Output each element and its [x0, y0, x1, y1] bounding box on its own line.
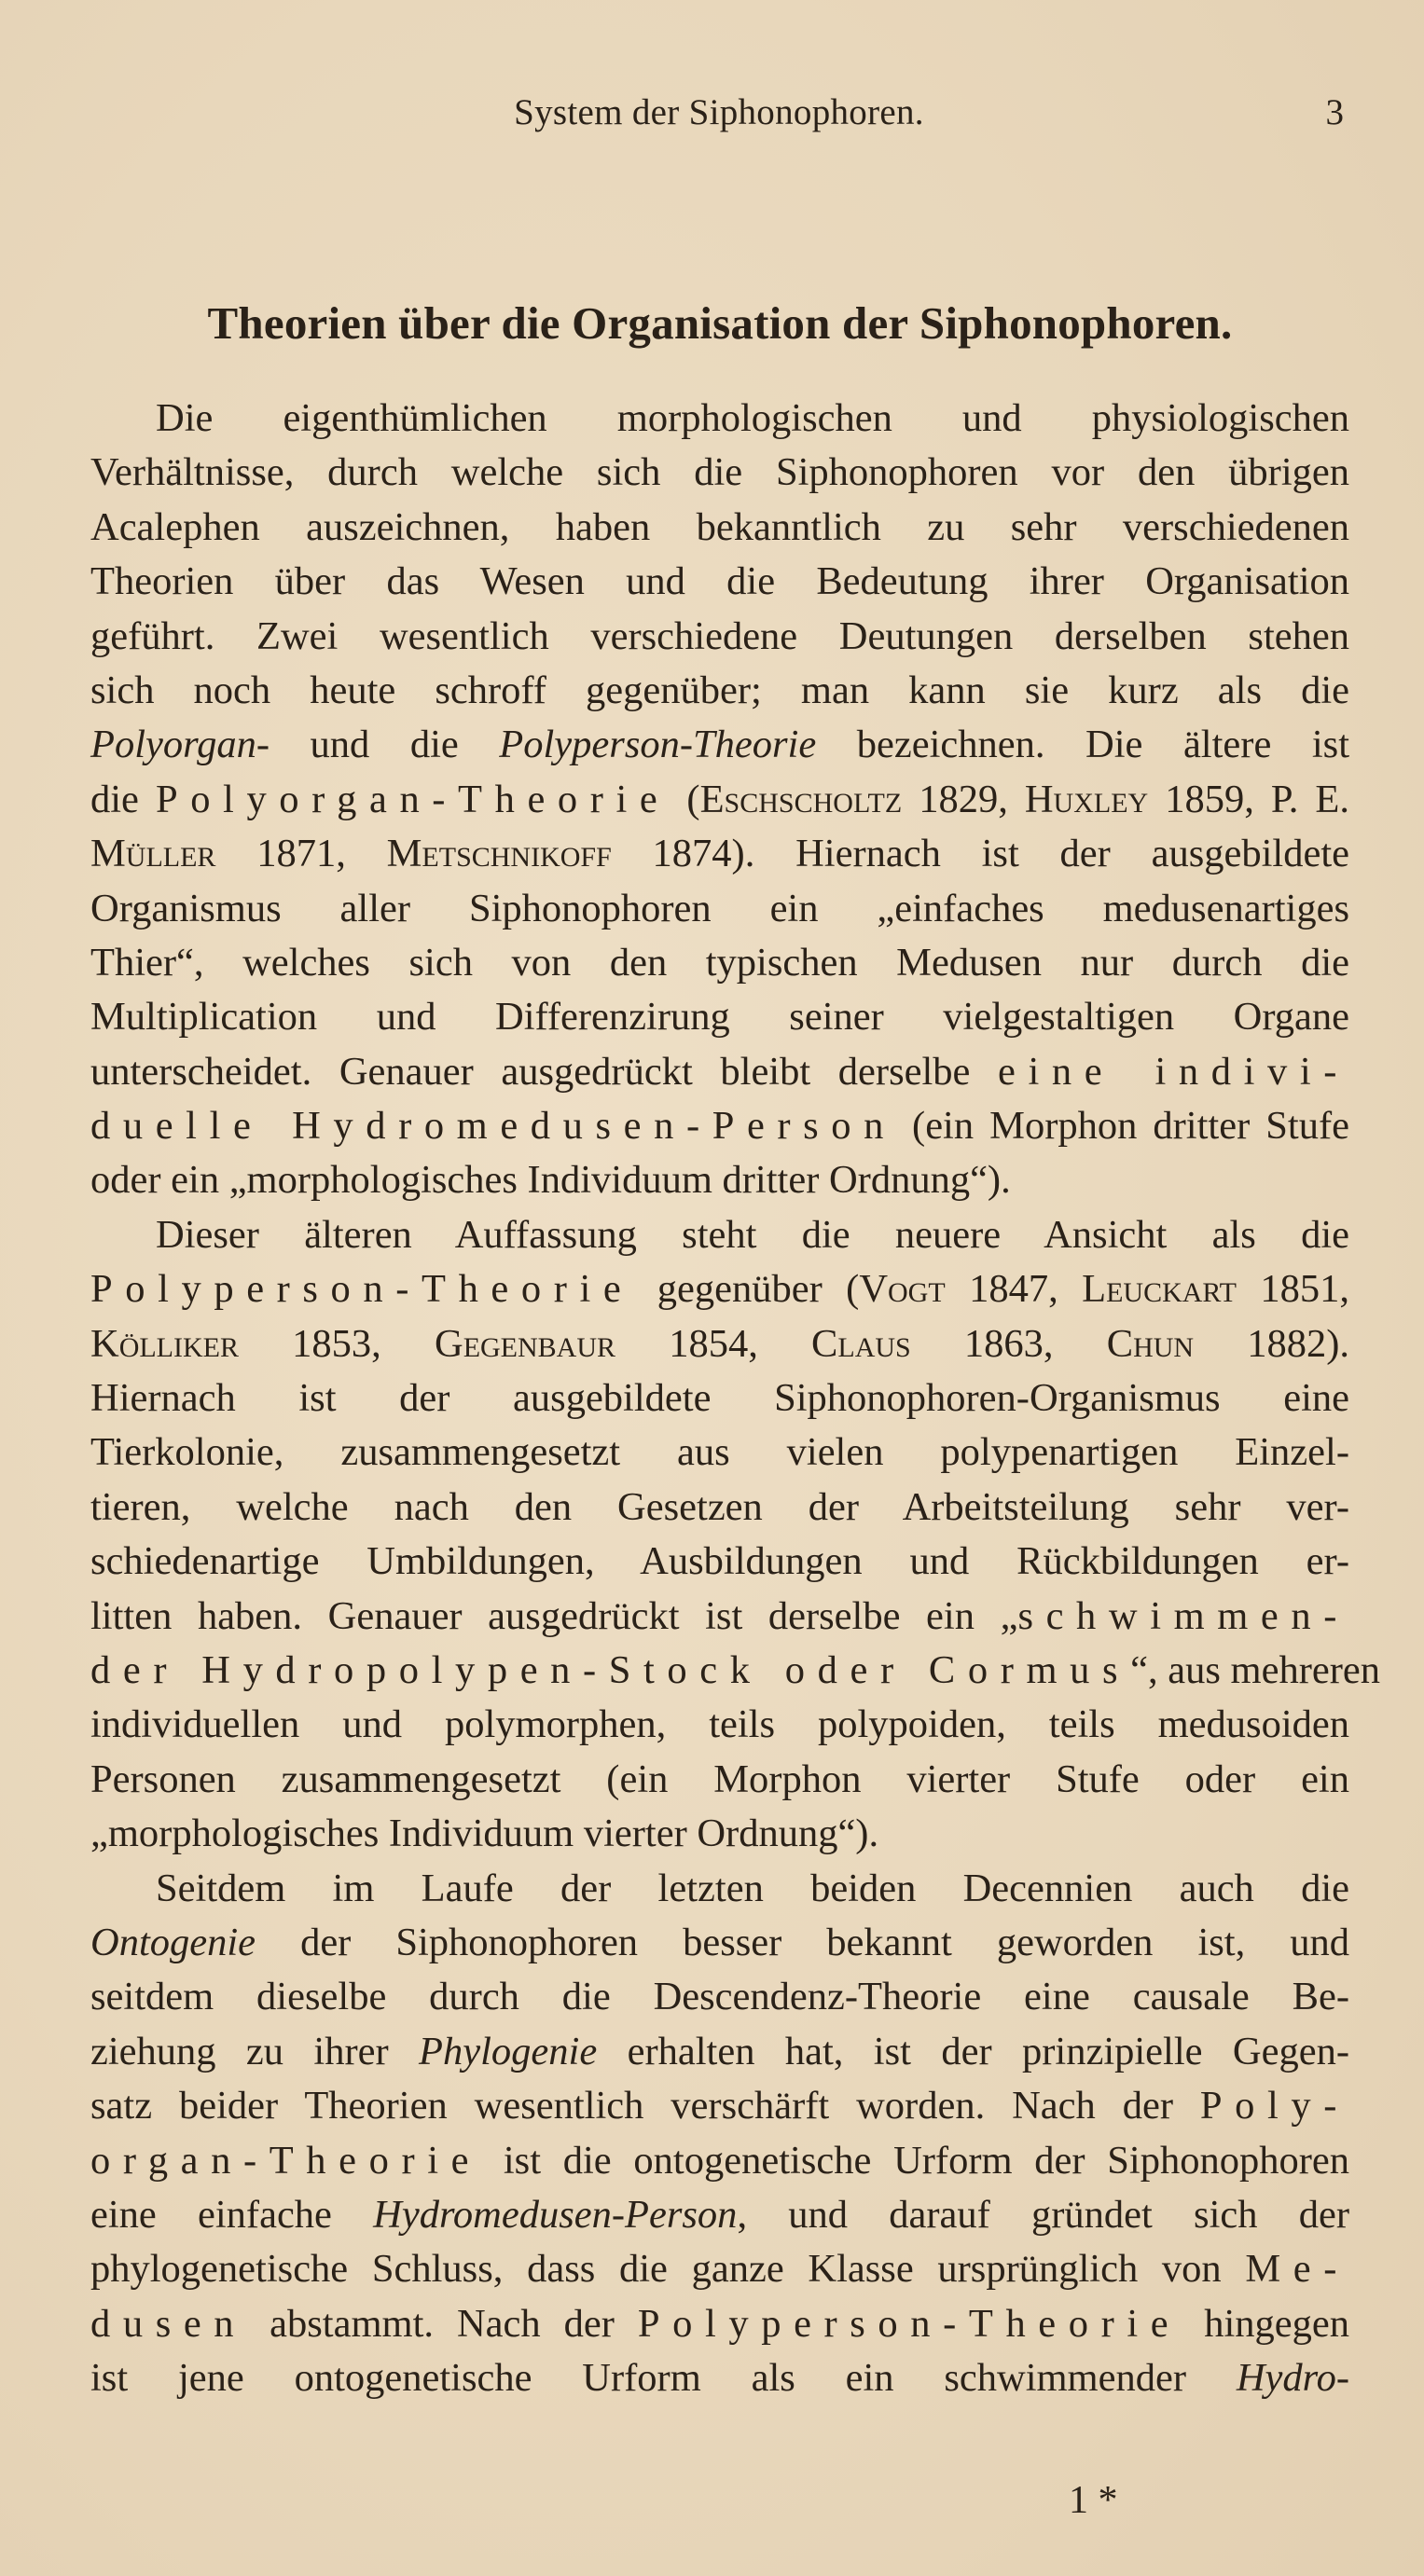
text-run: individuellen und polymorphen, teils polypoiden, teils medusoiden: [90, 1702, 1349, 1747]
text-run: (: [670, 777, 700, 821]
text-run: (ein Morphon dritter Stufe: [896, 1104, 1349, 1149]
text-run: , und darauf gründet sich der: [737, 2192, 1349, 2237]
text-line: [90, 1153, 1349, 1207]
text-run: erhalten hat, ist der prinzipielle Gegen-: [597, 2029, 1349, 2073]
text-line: [90, 1916, 1349, 1970]
italic-term: Polyperson-Theorie: [499, 723, 817, 767]
spaced-term: dusen: [90, 2301, 247, 2346]
spaced-term: duelle Hydromedusen-Person: [90, 1104, 896, 1149]
text-run: Verhältnisse, durch welche sich die Siphonophoren vor den übrigen: [90, 450, 1349, 495]
italic-term: Ontogenie: [90, 1920, 256, 1964]
author-name: Leuckart: [1082, 1267, 1237, 1312]
author-name: Müller: [90, 832, 216, 876]
text-run: hingegen: [1181, 2301, 1349, 2346]
text-run: Hiernach ist der ausgebildete Siphonophoren-Organismus eine: [90, 1376, 1349, 1421]
text-run: 1863,: [910, 1321, 1107, 1366]
text-run: eine einfache: [90, 2192, 374, 2237]
author-name: Chun: [1106, 1321, 1195, 1366]
author-name: Claus: [811, 1321, 911, 1366]
text-line: [90, 990, 1349, 1044]
text-run: oder ein „morphologisches Individuum dritter Ordnung“).: [90, 1158, 1011, 1203]
italic-term: Polyorgan-: [90, 723, 270, 767]
text-run: schiedenartige Umbildungen, Ausbildungen und Rückbildungen er-: [90, 1539, 1349, 1584]
spaced-term: Polyperson-Theorie: [90, 1267, 634, 1312]
text-run: bezeichnen. Die ältere ist: [816, 723, 1349, 767]
spaced-term: eine indivi-: [998, 1049, 1349, 1094]
text-run: phylogenetische Schluss, dass die ganze Klasse ursprünglich von: [90, 2247, 1246, 2292]
text-run: ist jene ontogenetische Urform als ein schwimmender: [90, 2356, 1237, 2401]
text-line: [90, 1208, 1349, 1262]
text-run: Organismus aller Siphonophoren ein „einfaches medusenartiges: [90, 886, 1349, 930]
text-run: Die eigenthümlichen morphologischen und physiologischen: [156, 396, 1349, 440]
body-text: [90, 392, 1380, 2405]
spaced-term: Poly-: [1199, 2084, 1349, 2128]
text-line: [90, 1535, 1349, 1589]
text-line: [90, 1862, 1349, 1916]
text-line: [90, 1807, 1349, 1861]
text-line: [90, 555, 1349, 609]
text-line: [90, 1753, 1349, 1807]
text-run: sich noch heute schroff gegenüber; man kann sie kurz als die: [90, 668, 1349, 712]
text-run: 1847,: [945, 1267, 1083, 1312]
text-run: abstammt. Nach der: [246, 2301, 638, 2346]
text-line: [90, 2351, 1349, 2405]
text-run: tieren, welche nach den Gesetzen der Arbeitsteilung sehr ver-: [90, 1484, 1349, 1529]
text-run: ist die ontogenetische Urform der Siphonophoren: [481, 2138, 1349, 2183]
text-line: [90, 446, 1349, 500]
text-line: [90, 664, 1349, 718]
author-name: Metschnikoff: [386, 832, 612, 876]
text-run: 1871,: [215, 832, 387, 876]
author-name: Eschscholtz: [699, 777, 903, 821]
text-line: [90, 2079, 1349, 2133]
text-line: [90, 1970, 1349, 2024]
page-number: 3: [1325, 92, 1344, 132]
italic-term: Phylogenie: [419, 2029, 598, 2073]
text-line: [90, 2297, 1349, 2351]
text-line: [90, 1426, 1349, 1480]
text-run: Thier“, welches sich von den typischen Medusen nur durch die: [90, 940, 1349, 985]
author-name: Gegenbaur: [435, 1321, 616, 1366]
author-name: Vogt: [859, 1267, 946, 1312]
spaced-term: schwimmen-: [1017, 1593, 1349, 1638]
text-line: [90, 1317, 1349, 1371]
text-run: „morphologisches Individuum vierter Ordnung“).: [90, 1811, 879, 1856]
text-line: [90, 773, 1349, 827]
text-run: Personen zusammengesetzt (ein Morphon vierter Stufe oder ein: [90, 1756, 1349, 1801]
italic-term: Hydromedusen-Person: [373, 2192, 738, 2237]
author-name: Huxley: [1024, 777, 1149, 821]
text-run: geführt. Zwei wesentlich verschiedene Deutungen derselben stehen: [90, 613, 1349, 658]
text-run: Acalephen auszeichnen, haben bekanntlich zu sehr verschiedenen: [90, 504, 1349, 549]
text-run: die: [90, 777, 156, 821]
text-line: [90, 1590, 1349, 1644]
text-line: [90, 1481, 1349, 1535]
text-run: der Siphonophoren besser bekannt geworden ist, und: [256, 1920, 1349, 1964]
text-run: ziehung zu ihrer: [90, 2029, 420, 2073]
text-run: Theorien über das Wesen und die Bedeutung ihrer Organisation: [90, 559, 1349, 604]
spaced-term: organ-Theorie: [90, 2138, 482, 2183]
spaced-term: der Hydropolypen-Stock oder Cormus: [90, 1647, 1131, 1692]
text-line: [90, 2134, 1349, 2188]
text-run: satz beider Theorien wesentlich verschärft worden. Nach der: [90, 2084, 1200, 2128]
running-head: [90, 91, 1348, 147]
text-run: “, aus mehreren: [1130, 1647, 1380, 1692]
text-line: [90, 2188, 1349, 2242]
text-line: [90, 1644, 1380, 1698]
text-line: [90, 501, 1349, 555]
running-title: System der Siphonophoren.: [514, 92, 924, 132]
italic-term: Hydro-: [1236, 2356, 1349, 2401]
text-line: [90, 392, 1349, 446]
text-run: 1851,: [1236, 1267, 1350, 1312]
text-line: [90, 610, 1349, 664]
text-run: Seitdem im Laufe der letzten beiden Decennien auch die: [156, 1866, 1349, 1910]
text-line: [90, 1698, 1349, 1752]
text-run: und die: [270, 723, 500, 767]
text-line: [90, 1045, 1349, 1099]
spaced-term: Polyorgan-Theorie: [155, 777, 671, 821]
section-heading: Theorien über die Organisation der Siphonophoren.: [207, 297, 1233, 349]
text-line: [90, 2242, 1349, 2296]
spaced-term: Me-: [1245, 2247, 1349, 2292]
text-line: [90, 718, 1349, 772]
text-run: 1854,: [615, 1321, 812, 1366]
text-run: 1853,: [239, 1321, 435, 1366]
sheet-signature: 1 *: [1069, 2479, 1118, 2522]
text-run: unterscheidet. Genauer ausgedrückt bleibt derselbe: [90, 1049, 999, 1094]
text-run: litten haben. Genauer ausgedrückt ist derselbe ein „: [90, 1593, 1018, 1638]
text-run: Multiplication und Differenzirung seiner vielgestaltigen Organe: [90, 995, 1349, 1040]
text-run: Tierkolonie, zusammengesetzt aus vielen polypenartigen Einzel-: [90, 1430, 1349, 1475]
text-line: [90, 827, 1349, 881]
spaced-term: Polyperson-Theorie: [637, 2301, 1182, 2346]
text-line: [90, 936, 1349, 990]
text-run: 1882).: [1194, 1321, 1350, 1366]
text-run: seitdem dieselbe durch die Descendenz-Theorie eine causale Be-: [90, 1975, 1349, 2019]
text-run: 1859, P. E.: [1148, 777, 1350, 821]
text-line: [90, 882, 1349, 936]
text-line: [90, 1371, 1349, 1426]
text-run: 1874). Hiernach ist der ausgebildete: [611, 832, 1349, 876]
text-run: 1829,: [902, 777, 1025, 821]
text-run: Dieser älteren Auffassung steht die neuere Ansicht als die: [156, 1212, 1349, 1257]
text-line: [90, 1099, 1349, 1153]
author-name: Kölliker: [90, 1321, 239, 1366]
text-run: gegenüber (: [633, 1267, 860, 1312]
text-line: [90, 1262, 1349, 1316]
text-line: [90, 2025, 1349, 2079]
